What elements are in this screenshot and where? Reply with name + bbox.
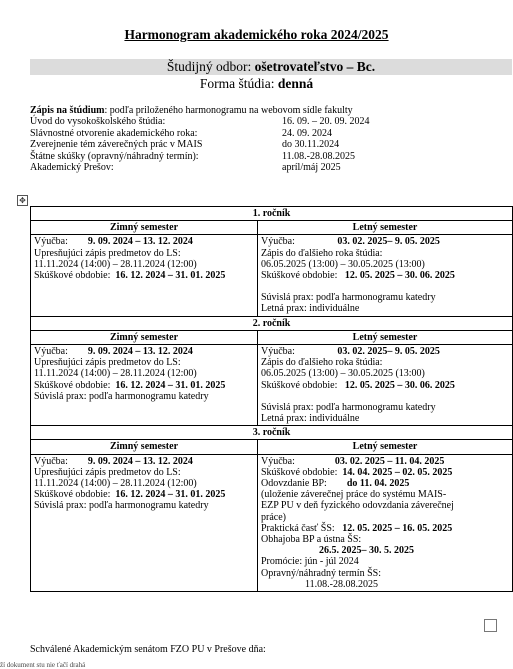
zapis-label: Zápis do ďalšieho roka štúdia: [261,247,383,259]
table-move-handle-icon[interactable]: ✥ [17,195,28,206]
info-row-uvod [30,116,370,128]
document-title: Harmonogram akademického roka 2024/2025 [124,27,389,42]
vyucba-label: Výučba: [261,236,295,248]
zapis-value: 11.11.2024 (14:00) – 28.11.2024 (12:00) [34,258,197,270]
info-value: 11.08.-28.08.2025 [282,150,355,162]
bp-note: EZP PU v deň fyzického odovzdania záverečnej [261,500,454,512]
summer-semester-heading: Letný semester [258,440,513,454]
zapis-label: Upresňujúci zápis predmetov do LS: [34,357,181,369]
prax-text: Súvislá prax: podľa harmonogramu katedry [261,292,436,304]
vyucba-label: Výučba: [34,236,68,248]
info-label: Úvod do vysokoškolského štúdia: [30,116,166,128]
prakt-label: Praktická časť ŠS: [261,522,335,534]
winter-cell [31,345,258,426]
summer-semester-heading: Letný semester [258,221,513,235]
skusky-value: 14. 04. 2025 – 02. 05. 2025 [342,466,453,478]
summer-semester-heading: Letný semester [258,330,513,344]
prakt-value: 12. 05. 2025 – 16. 05. 2025 [342,522,453,534]
cut-off-text: ží dokument stu nie ťačí drahá [0,661,86,669]
bp-note: (uloženie záverečnej práce do systému MAIS- [261,489,447,501]
info-label: Slávnostné otvorenie akademického roka: [30,127,198,139]
approval-note: Schválené Akademickým senátom FZO PU v Prešove dňa: [30,644,266,655]
info-row-temy [30,139,353,150]
vyucba-value: 9. 09. 2024 – 13. 12. 2024 [87,346,193,358]
skusky-label: Skúškové obdobie: [34,270,111,282]
study-form-value: denná [277,76,314,91]
vyucba-value: 03. 02. 2025– 9. 05. 2025 [337,346,440,358]
info-label: Zápis na štúdium [30,105,105,116]
letna-prax-text: Letná prax: individuálne [261,303,360,315]
winter-semester-heading: Zimný semester [31,330,258,344]
obhajoba-value: 26.5. 2025– 30. 5. 2025 [319,545,414,557]
year-heading: 2. ročník [31,316,513,330]
year-heading: 3. ročník [31,426,513,440]
vyucba-label: Výučba: [34,346,68,358]
skusky-value: 12. 05. 2025 – 30. 06. 2025 [344,270,455,282]
info-value: apríl/máj 2025 [282,161,341,173]
zapis-label: Upresňujúci zápis predmetov do LS: [34,466,181,478]
skusky-label: Skúškové obdobie: [261,466,338,478]
study-form-line [0,76,513,92]
info-value-inline: : podľa priloženého harmonogramu na webovom sídle fakulty [104,105,353,116]
schedule-table [30,206,513,592]
prax-text: Súvislá prax: podľa harmonogramu katedry [34,390,209,402]
summer-cell [258,345,513,426]
info-value: 24. 09. 2024 [282,127,332,139]
winter-cell [31,454,258,591]
info-value: do 30.11.2024 [282,139,340,151]
zapis-label: Zápis do ďalšieho roka štúdia: [261,357,383,369]
vyucba-label: Výučba: [261,455,295,467]
study-form-label: Forma štúdia: [199,76,278,91]
info-row-akademicky-presov [30,162,353,173]
promocie-text: Promócie: jún - júl 2024 [261,556,359,568]
vyucba-label: Výučba: [34,455,68,467]
vyucba-value: 03. 02. 2025– 9. 05. 2025 [337,236,440,248]
zapis-value: 11.11.2024 (14:00) – 28.11.2024 (12:00) [34,478,197,490]
bp-note: práce) [261,511,286,523]
obhajoba-label: Obhajoba BP a ústna ŠS: [261,534,362,546]
skusky-label: Skúškové obdobie: [34,379,111,391]
skusky-label: Skúškové obdobie: [261,270,338,282]
study-field-value: ošetrovateľstvo – Bc. [254,59,376,74]
table-resize-handle[interactable] [484,619,497,632]
skusky-label: Skúškové obdobie: [34,489,111,501]
vyucba-value: 9. 09. 2024 – 13. 12. 2024 [87,455,193,467]
summer-cell [258,454,513,591]
info-row-zapis [30,105,353,116]
info-row-statne-skusky [30,151,353,162]
zapis-value: 11.11.2024 (14:00) – 28.11.2024 (12:00) [34,368,197,380]
info-label: Zverejnenie tém záverečných prác v MAIS [30,139,203,151]
info-label: Akademický Prešov: [30,161,114,173]
summer-cell [258,235,513,316]
study-field-label: Študijný odbor: [166,59,255,74]
opravny-label: Opravný/náhradný termín ŠS: [261,567,381,579]
info-value: 16. 09. – 20. 09. 2024 [282,116,370,128]
year-heading: 1. ročník [31,207,513,221]
winter-semester-heading: Zimný semester [31,440,258,454]
vyucba-value: 03. 02. 2025 – 11. 04. 2025 [334,455,445,467]
bp-value: do 11. 04. 2025 [346,478,410,490]
info-label: Štátne skúšky (opravný/náhradný termín): [30,150,199,162]
skusky-value: 16. 12. 2024 – 31. 01. 2025 [115,489,226,501]
winter-cell [31,235,258,316]
zapis-value: 06.05.2025 (13:00) – 30.05.2025 (13:00) [261,368,425,380]
letna-prax-text: Letná prax: individuálne [261,413,360,425]
vyucba-value: 9. 09. 2024 – 13. 12. 2024 [87,236,193,248]
prax-text: Súvislá prax: podľa harmonogramu katedry [34,500,209,512]
bp-label: Odovzdanie BP: [261,478,327,490]
prax-text: Súvislá prax: podľa harmonogramu katedry [261,401,436,413]
skusky-value: 12. 05. 2025 – 30. 06. 2025 [344,379,455,391]
zapis-label: Upresňujúci zápis predmetov do LS: [34,247,181,259]
zapis-value: 06.05.2025 (13:00) – 30.05.2025 (13:00) [261,258,425,270]
info-list [30,105,370,173]
winter-semester-heading: Zimný semester [31,221,258,235]
vyucba-label: Výučba: [261,346,295,358]
skusky-value: 16. 12. 2024 – 31. 01. 2025 [115,379,226,391]
skusky-value: 16. 12. 2024 – 31. 01. 2025 [115,270,226,282]
info-row-otvorenie [30,128,353,139]
opravny-value: 11.08.-28.08.2025 [305,578,378,590]
study-field-bar [30,59,512,75]
skusky-label: Skúškové obdobie: [261,379,338,391]
